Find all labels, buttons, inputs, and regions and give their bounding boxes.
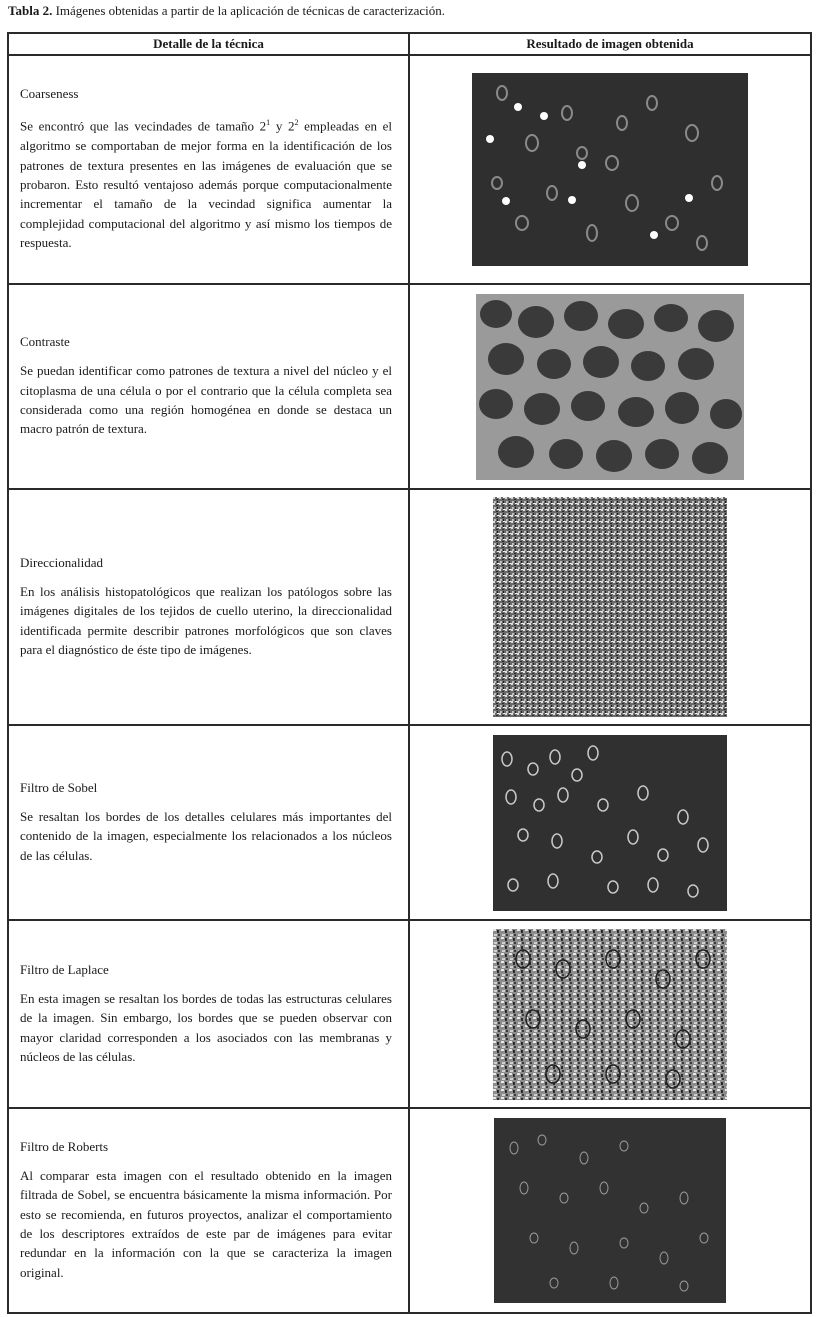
technique-description: Se encontró que las vecindades de tamaño $2^1$ y $2^2$ empleadas en el algoritmo se comportaban de mejor forma en la identificación de los patrones de textura presentes en las imágenes de evaluación que se probaron. Esto resultó ventajoso además porque computacionalmente incrementar el tamaño de la vecindad significa aumentar la complejidad computacional del algoritmo y así mismo los tiempos de respuesta.: [20, 118, 393, 251]
result-image-cell: [409, 489, 811, 725]
technique-description: Se puedan identificar como patrones de textura a nivel del núcleo y el citoplasma de una célula o por el contrario que la célula completa sea considerada como una región homogénea en donde se destaca un macro patrón de textura.: [20, 363, 392, 437]
technique-cell: [8, 1108, 409, 1313]
technique-description: En esta imagen se resaltan los bordes de todas las estructuras celulares de la imagen. Sin embargo, los bordes que se pueden observar con mayor claridad corresponden a los asociados con las membranas y núcleos de las células.: [20, 990, 392, 1064]
table-row: [8, 55, 811, 284]
technique-cell: [8, 55, 409, 284]
technique-name: Coarseness: [20, 86, 79, 102]
header-image-result: Resultado de imagen obtenida: [409, 33, 811, 55]
result-image-cell: [409, 55, 811, 284]
table-row: [8, 489, 811, 725]
superscript: 2: [294, 118, 299, 128]
caption-text: Imágenes obtenidas a partir de la aplicación de técnicas de caracterización.: [52, 3, 446, 18]
table-row: [8, 725, 811, 920]
coarseness-image: [472, 73, 748, 266]
technique-name: Direccionalidad: [20, 554, 104, 570]
technique-name: Filtro de Sobel: [20, 779, 98, 795]
laplace-image: [493, 929, 727, 1100]
table-caption: [8, 3, 445, 19]
technique-description: Se resaltan los bordes de los detalles celulares más importantes del contenido de la imagen, especialmente los relacionados a los núcleos de las células.: [20, 808, 392, 863]
direccionalidad-image: [493, 497, 727, 717]
technique-description: Al comparar esta imagen con el resultado obtenido en la imagen filtrada de Sobel, se encuentra básicamente la misma información. Por esto se recomienda, en futuros proyectos, analizar el comportamiento de los descriptores extraídos de este par de imágenes para evitar redundar en la información con la que se caracteriza la imagen original.: [20, 1167, 392, 1280]
technique-description: En los análisis histopatológicos que realizan los patólogos sobre las imágenes digitales de los tejidos de cuello uterino, la direccionalidad identificada permite describir patrones morfológicos que son claves para el diagnóstico de éste tipo de imágenes.: [20, 583, 392, 657]
superscript: 1: [266, 118, 271, 128]
technique-name: Filtro de Laplace: [20, 961, 109, 977]
result-image-cell: [409, 284, 811, 489]
technique-cell: [8, 284, 409, 489]
header-technique-detail: Detalle de la técnica: [8, 33, 409, 55]
result-image-cell: [409, 725, 811, 920]
technique-name: Contraste: [20, 334, 70, 350]
sobel-image: [493, 735, 727, 911]
result-image-cell: [409, 920, 811, 1108]
technique-cell: [8, 920, 409, 1108]
technique-cell: [8, 489, 409, 725]
technique-name: Filtro de Roberts: [20, 1138, 109, 1154]
table-row: [8, 284, 811, 489]
table-header-row: [8, 33, 811, 55]
caption-label: Tabla 2.: [8, 3, 53, 18]
table-row: [8, 1108, 811, 1313]
technique-cell: [8, 725, 409, 920]
contraste-image: [476, 294, 744, 480]
table-row: [8, 920, 811, 1108]
result-image-cell: [409, 1108, 811, 1313]
roberts-image: [494, 1118, 726, 1303]
techniques-table: [7, 32, 812, 1314]
